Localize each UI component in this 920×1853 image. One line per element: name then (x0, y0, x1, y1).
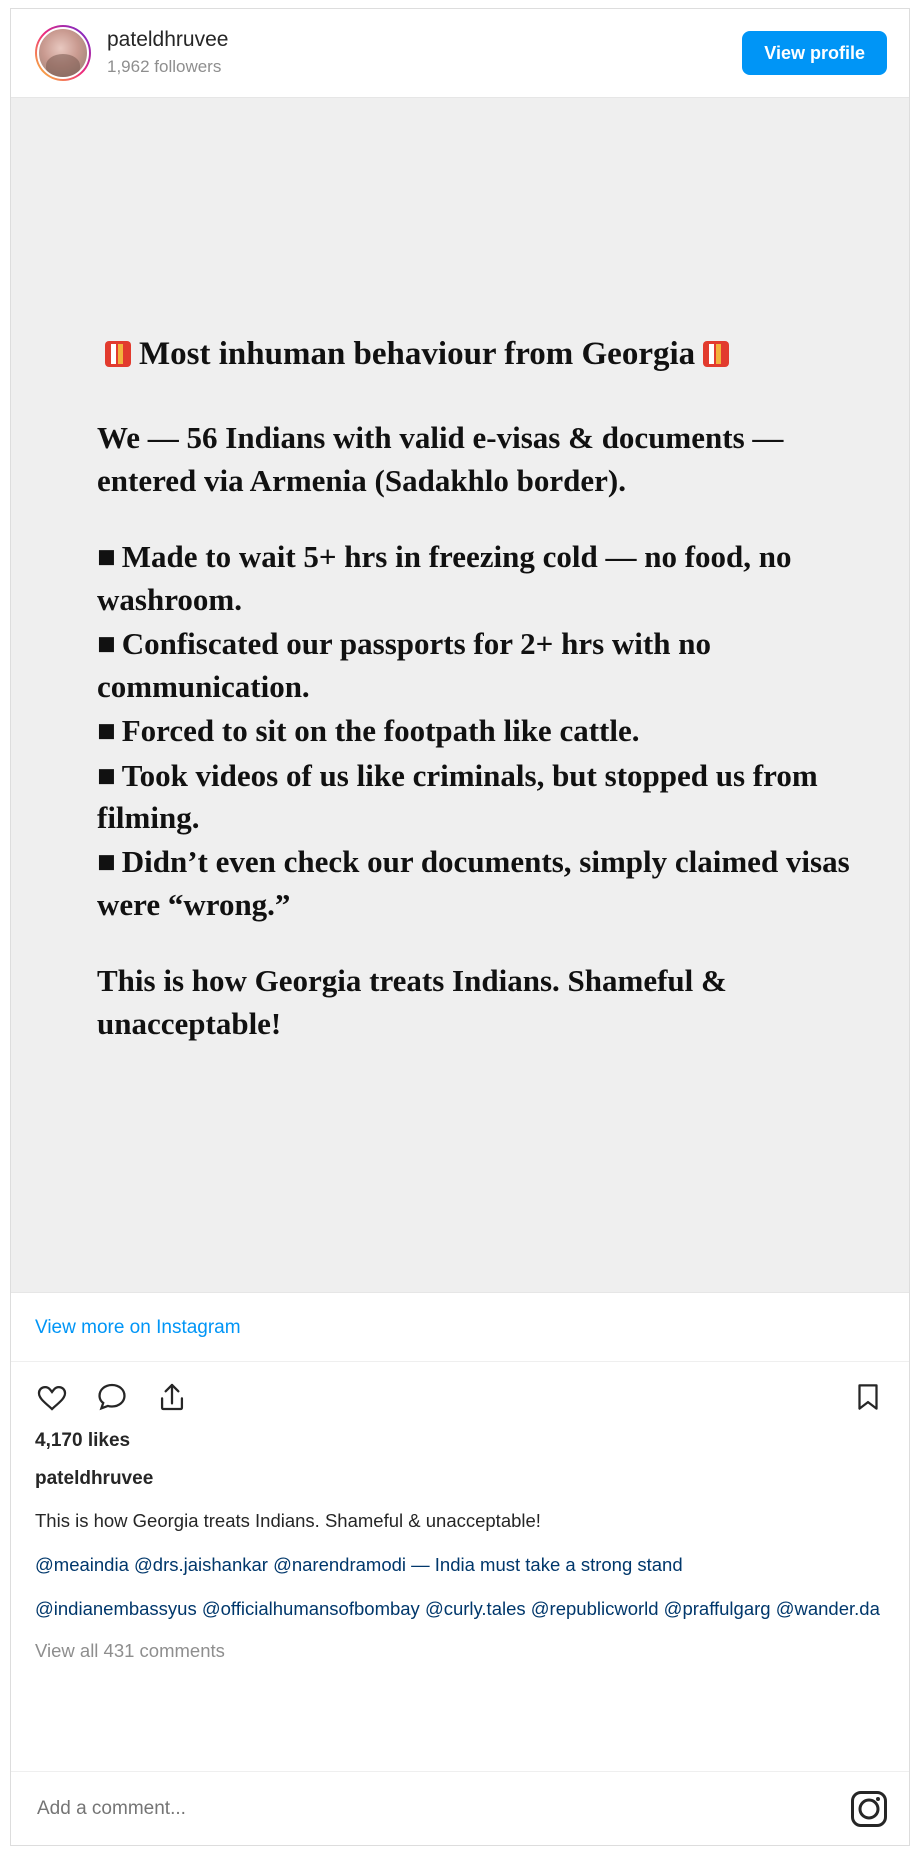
instagram-post-embed (10, 8, 910, 1846)
media-heading (97, 334, 851, 375)
media-heading-text: Most inhuman behaviour from Georgia (139, 336, 696, 372)
list-item-text: Confiscated our passports for 2+ hrs with no communication. (97, 626, 711, 704)
post-header (11, 9, 909, 97)
heart-icon[interactable] (35, 1380, 69, 1414)
account-username[interactable]: pateldhruvee (107, 28, 229, 52)
bullet-icon: ■ (97, 539, 116, 575)
post-media-text (11, 334, 909, 1079)
media-paragraph: We — 56 Indians with valid e-visas & documents — entered via Armenia (Sadakhlo border). (97, 420, 784, 498)
list-item (97, 755, 851, 840)
bullet-icon: ■ (97, 713, 116, 749)
caption-line-1: This is how Georgia treats Indians. Shameful & unacceptable! (35, 1510, 541, 1531)
list-item (97, 623, 851, 708)
post-actions (11, 1362, 909, 1424)
list-item-text: Made to wait 5+ hrs in freezing cold — no food, no washroom. (97, 539, 792, 617)
view-more-on-instagram-link[interactable]: View more on Instagram (11, 1293, 909, 1362)
list-item-text: Forced to sit on the footpath like cattle. (121, 713, 640, 749)
list-item (97, 536, 851, 621)
avatar[interactable] (35, 25, 91, 81)
avatar-image (37, 27, 89, 79)
list-item-text: Took videos of us like criminals, but stopped us from filming. (97, 757, 818, 835)
add-comment-input[interactable] (35, 1797, 851, 1821)
list-item (97, 841, 851, 926)
share-icon[interactable] (155, 1380, 189, 1414)
bookmark-icon[interactable] (851, 1380, 885, 1414)
caption-username[interactable]: pateldhruvee (35, 1468, 154, 1489)
list-item-text: Didn’t even check our documents, simply claimed visas were “wrong.” (97, 844, 850, 922)
caption-line-2[interactable]: @meaindia @drs.jaishankar @narendramodi — India must take a strong stand (35, 1553, 683, 1575)
bullet-icon: ■ (97, 844, 116, 880)
instagram-icon[interactable] (851, 1791, 887, 1827)
header-text-block (107, 27, 742, 78)
post-media[interactable] (11, 97, 909, 1293)
post-footer (11, 1293, 909, 1845)
list-item (97, 710, 851, 752)
follower-count: 1,962 followers (107, 56, 222, 76)
view-all-comments-link[interactable]: View all 431 comments (35, 1639, 225, 1661)
bullet-icon: ■ (97, 757, 116, 793)
rotating-light-icon-right (703, 341, 729, 367)
bullet-icon: ■ (97, 626, 116, 662)
comment-bar (11, 1771, 909, 1845)
speech-bubble-icon[interactable] (95, 1380, 129, 1414)
view-profile-button[interactable]: View profile (742, 31, 887, 75)
rotating-light-icon-left (105, 341, 131, 367)
caption-line-3[interactable]: @indianembassyus @officialhumansofbombay @curly.tales @republicworld @praffulgarg @wander.da (35, 1597, 880, 1619)
media-bullet-list (97, 536, 851, 926)
media-closing-text: This is how Georgia treats Indians. Shameful & unacceptable! (97, 963, 727, 1041)
like-count: 4,170 likes (35, 1430, 131, 1451)
